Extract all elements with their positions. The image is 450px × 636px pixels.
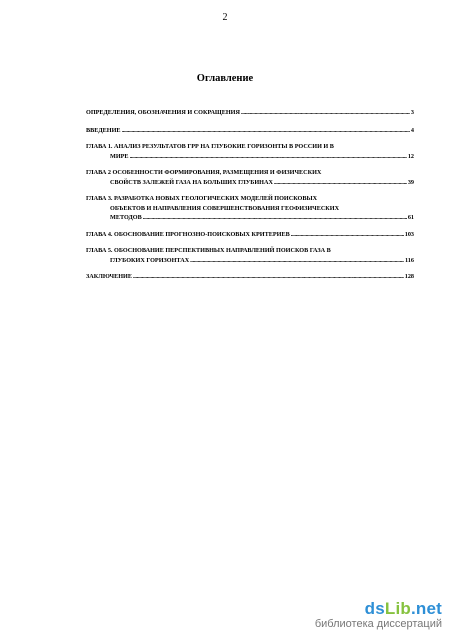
dot-leader: [143, 213, 407, 223]
toc-entry-text: СВОЙСТВ ЗАЛЕЖЕЙ ГАЗА НА БОЛЬШИХ ГЛУБИНАХ: [110, 178, 273, 186]
toc-entry-title: ГЛАВА 5. ОБОСНОВАНИЕ ПЕРСПЕКТИВНЫХ НАПРАВЛЕНИЙ ПОИСКОВ ГАЗА В: [86, 247, 331, 254]
toc-entry: [86, 142, 414, 161]
toc-entry-text: ГЛАВА 4. ОБОСНОВАНИЕ ПРОГНОЗНО-ПОИСКОВЫХ КРИТЕРИЕВ: [86, 230, 290, 238]
toc-page-number: 4: [410, 126, 414, 134]
dot-leader: [133, 272, 404, 282]
toc-entry-text: МИРЕ: [110, 152, 129, 160]
dot-leader: [190, 256, 404, 266]
toc-entry-text: ЗАКЛЮЧЕНИЕ: [86, 273, 132, 280]
toc-entry-title: ГЛАВА 2 ОСОБЕННОСТИ ФОРМИРОВАНИЯ, РАЗМЕЩЕНИЯ И ФИЗИЧЕСКИХ: [86, 169, 322, 176]
toc-entry-text: ОПРЕДЕЛЕНИЯ, ОБОЗНАЧЕНИЯ И СОКРАЩЕНИЯ: [86, 109, 240, 116]
dot-leader: [130, 152, 407, 162]
page-number: 2: [222, 12, 228, 23]
toc-entry: [86, 126, 414, 136]
toc-entry: [86, 246, 414, 265]
logo-net: .net: [410, 599, 442, 618]
toc-entry: [86, 230, 414, 240]
toc-entry-text: МЕТОДОВ: [110, 214, 142, 221]
toc-page-number: 116: [405, 256, 414, 264]
toc-entry-text: ГЛУБОКИХ ГОРИЗОНТАХ: [110, 256, 190, 264]
logo-ds: ds: [364, 599, 385, 618]
toc-entry: [86, 272, 414, 282]
dot-leader: [122, 126, 410, 136]
toc-page-number: 3: [410, 109, 414, 116]
toc-entry: [86, 194, 414, 223]
dot-leader: [291, 230, 404, 240]
dot-leader: [241, 108, 410, 118]
toc-entry: [86, 168, 414, 187]
toc-page-number: 128: [404, 273, 414, 280]
toc-entry-title-cont: ОБЪЕКТОВ И НАПРАВЛЕНИЯ СОВЕРШЕНСТВОВАНИЯ ГЕОФИЗИЧЕСКИХ: [110, 204, 340, 212]
toc-page-number: 103: [404, 230, 414, 238]
toc-page-number: 12: [407, 152, 414, 160]
toc-page-number: 61: [407, 214, 414, 221]
toc-entry-title: ГЛАВА 3. РАЗРАБОТКА НОВЫХ ГЕОЛОГИЧЕСКИХ МОДЕЛЕЙ ПОИСКОВЫХ: [86, 195, 318, 202]
toc-entry-title: ГЛАВА 1. АНАЛИЗ РЕЗУЛЬТАТОВ ГРР НА ГЛУБОКИЕ ГОРИЗОНТЫ В РОССИИ И В: [86, 143, 334, 150]
logo-lib: Lib: [384, 599, 411, 618]
toc-title: Оглавление: [196, 73, 254, 84]
toc-page-number: 39: [407, 178, 414, 186]
dslib-watermark: [315, 599, 442, 630]
dot-leader: [274, 178, 407, 188]
toc-entry-text: ВВЕДЕНИЕ: [86, 126, 121, 134]
table-of-contents: [86, 108, 414, 282]
toc-entry: [86, 108, 414, 118]
dslib-logo: [315, 599, 442, 619]
watermark-subtitle: библиотека диссертаций: [314, 618, 442, 630]
